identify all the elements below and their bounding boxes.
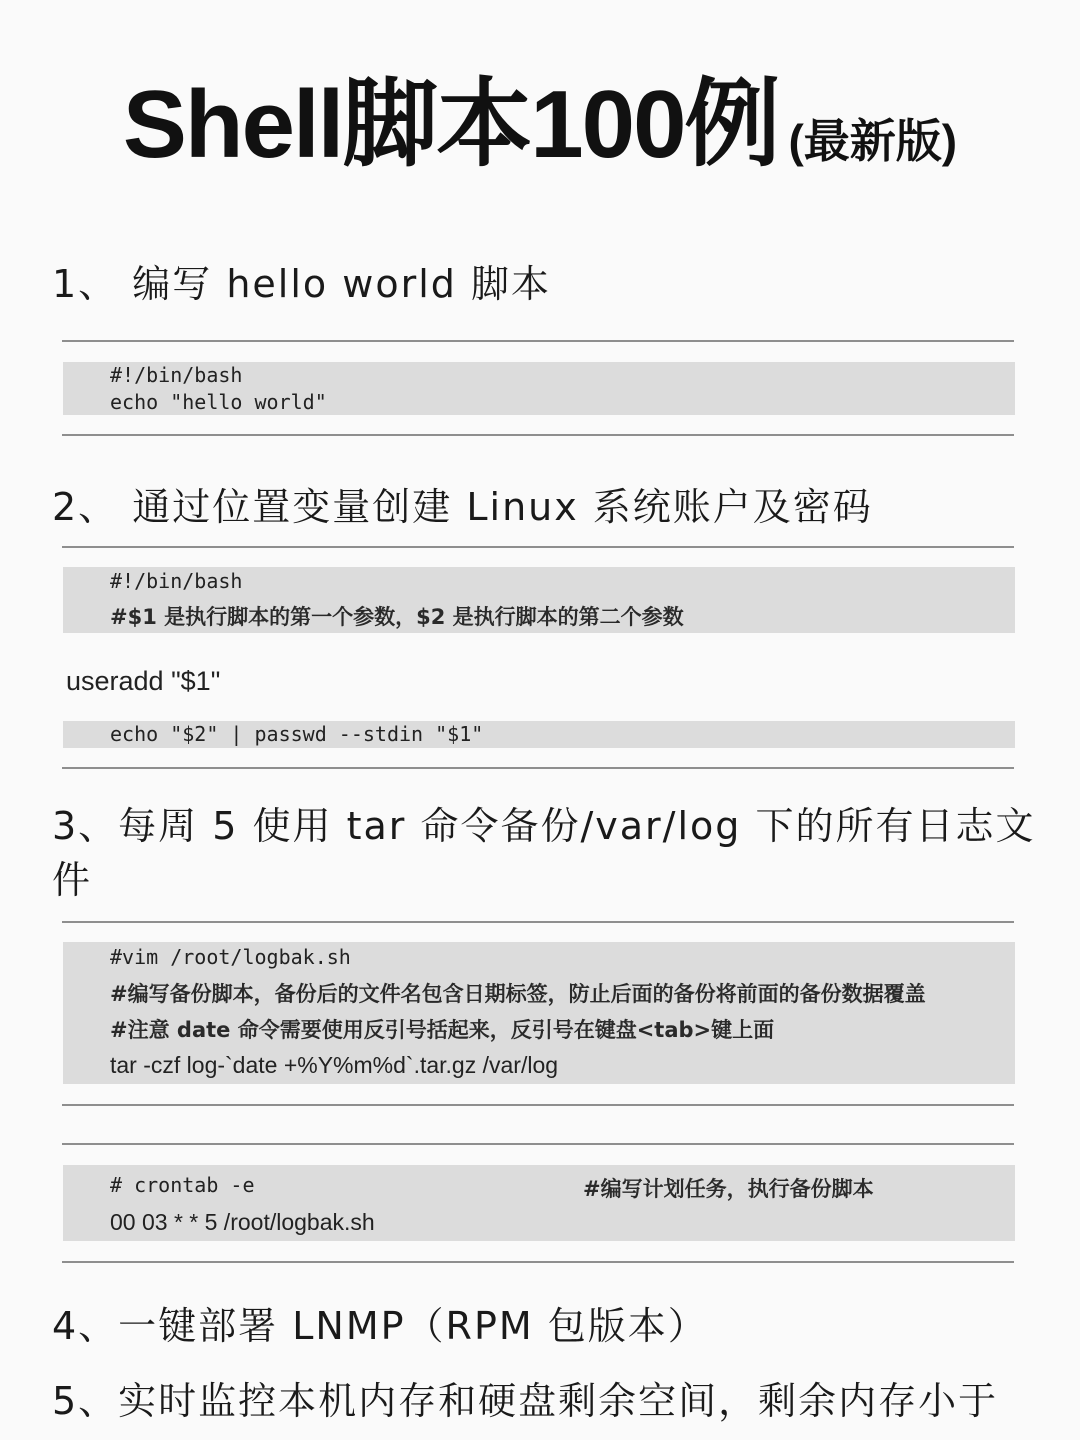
code-line: #!/bin/bash (110, 363, 243, 387)
code-line: # crontab -e (110, 1173, 255, 1197)
divider (62, 767, 1014, 769)
title-edition: (最新版) (788, 115, 958, 167)
divider (62, 434, 1014, 436)
section-1-heading: 1、 编写 hello world 脚本 (52, 262, 551, 306)
code-line: #vim /root/logbak.sh (110, 945, 351, 969)
code-block-2b (63, 721, 1015, 748)
code-comment: #$1 是执行脚本的第一个参数，$2 是执行脚本的第二个参数 (110, 605, 684, 629)
code-block-1 (63, 362, 1015, 415)
code-line: #!/bin/bash (110, 569, 243, 593)
divider (62, 546, 1014, 548)
code-plain-line: useradd "$1" (66, 666, 221, 696)
title-main: Shell脚本100例 (122, 71, 779, 178)
code-block-cron (63, 1165, 1015, 1241)
section-3-heading: 3、每周 5 使用 tar 命令备份/var/log 下的所有日志文件 (52, 804, 1036, 902)
section-2-heading: 2、 通过位置变量创建 Linux 系统账户及密码 (52, 485, 873, 529)
code-line: echo "hello world" (110, 390, 327, 414)
code-line: tar -czf log-`date +%Y%m%d`.tar.gz /var/log (110, 1052, 559, 1078)
code-line: 00 03 * * 5 /root/logbak.sh (110, 1209, 375, 1235)
code-comment: #编写计划任务，执行备份脚本 (583, 1177, 874, 1201)
code-block-3 (63, 942, 1015, 1084)
section-5-heading: 5、实时监控本机内存和硬盘剩余空间，剩余内存小于 (52, 1379, 999, 1423)
divider (62, 921, 1014, 923)
code-comment: #编写备份脚本，备份后的文件名包含日期标签，防止后面的备份将前面的备份数据覆盖 (110, 982, 926, 1006)
section-4-heading: 4、一键部署 LNMP（RPM 包版本） (52, 1304, 708, 1348)
code-comment: #注意 date 命令需要使用反引号括起来，反引号在键盘<tab>键上面 (110, 1018, 775, 1042)
divider (62, 1104, 1014, 1106)
divider (62, 340, 1014, 342)
divider (62, 1143, 1014, 1145)
code-line: echo "$2" | passwd --stdin "$1" (110, 722, 484, 746)
page-title (0, 48, 1080, 185)
code-block-2 (63, 567, 1015, 633)
divider (62, 1261, 1014, 1263)
